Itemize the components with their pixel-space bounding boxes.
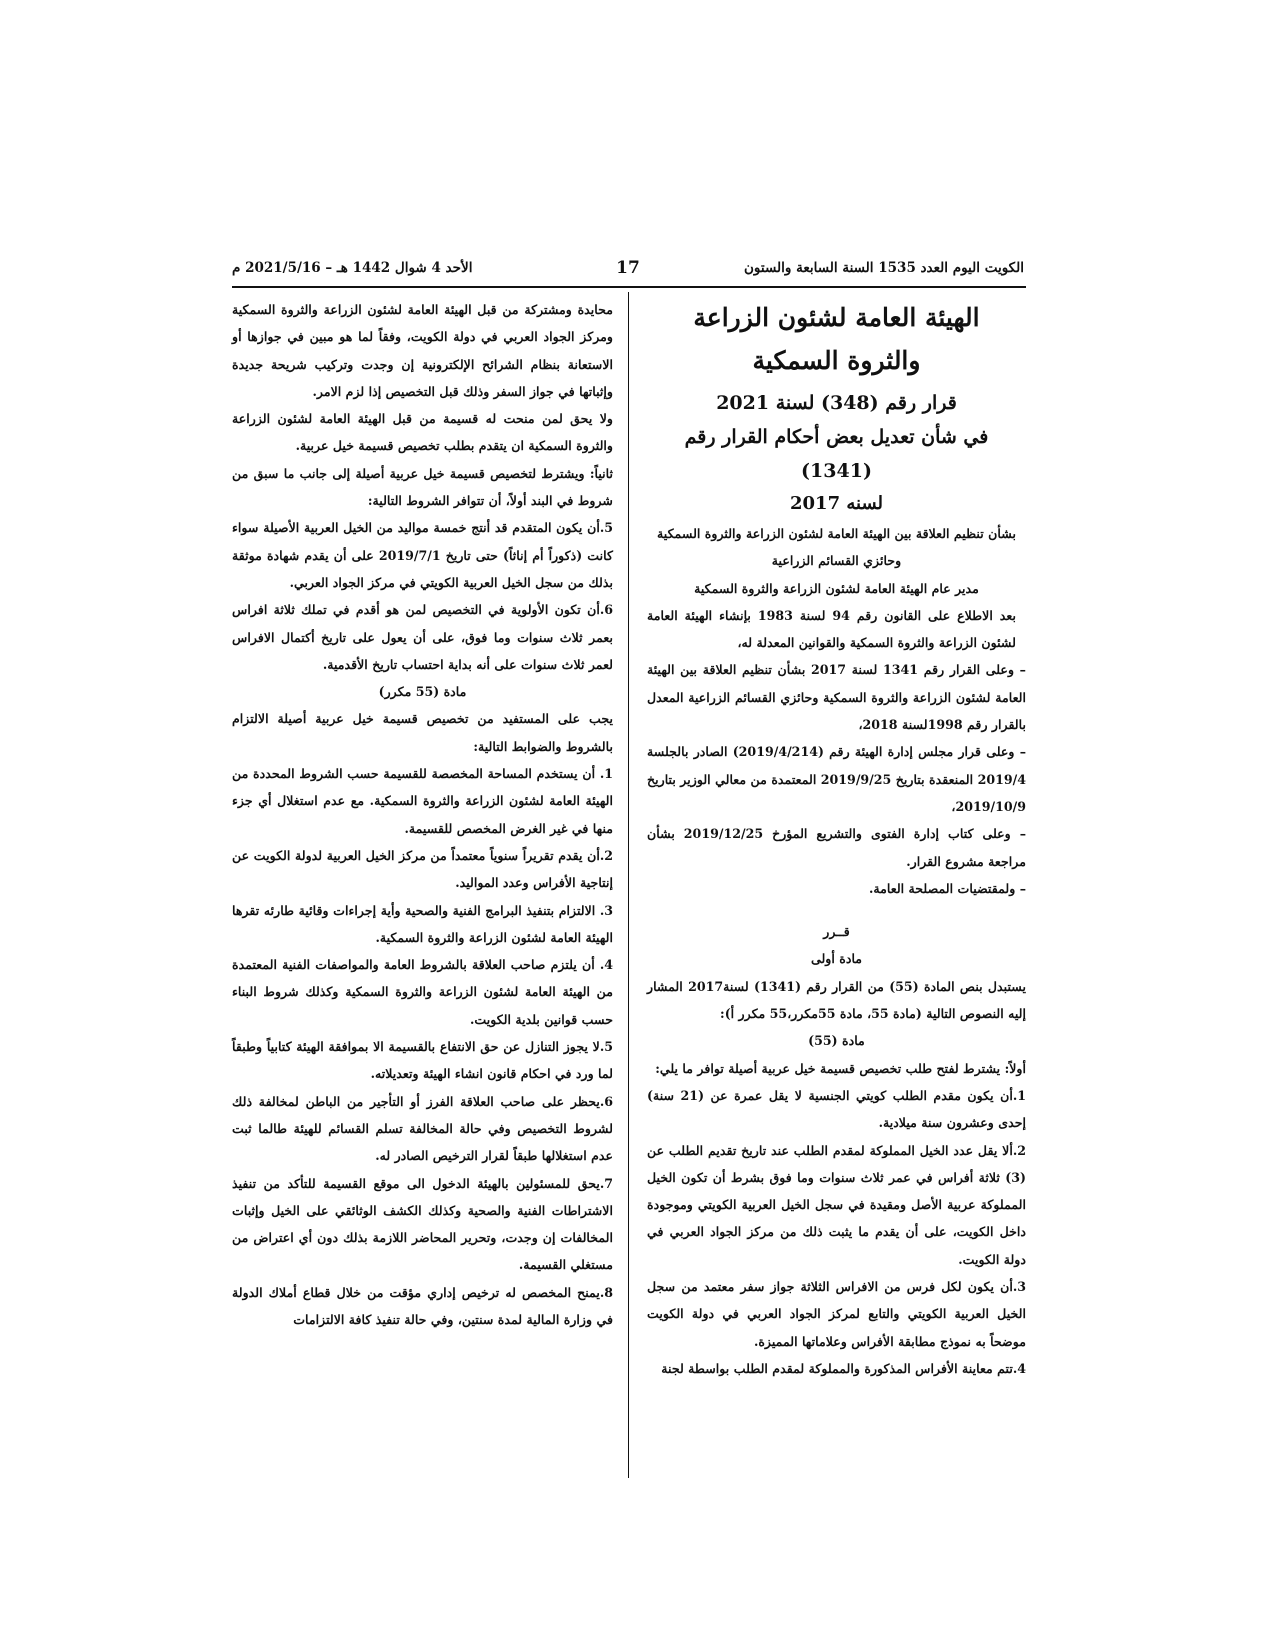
concerning-line2: وحائزي القسائم الزراعية (771, 553, 902, 569)
issuer: مدير عام الهيئة العامة لشئون الزراعة والثروة السمكية (694, 580, 979, 596)
obligation-item: 5.لا يجوز التنازل عن حق الانتفاع بالقسيمة الا بموافقة الهيئة كتابياً وطبقاً لما ورد في احكام قانون انشاء الهيئة وتعديلاته. (232, 1039, 613, 1082)
obligation-item: 3. الالتزام بتنفيذ البرامج الفنية والصحية وأية إجراءات وقائية طارئه تقرها الهيئة العامة لشئون الزراعة والثروة السمكية. (232, 902, 613, 945)
obligation-item: 6.يحظر على صاحب العلاقة الفرز أو التأجير من الباطن لمخالفة ذلك لشروط التخصيص وفي حالة المخالفة تسلم القسائم للهيئة طالما ثبت عدم استغلالها طبقاً لقرار الترخيص الصادر له. (232, 1093, 613, 1164)
article-55-heading: مادة (55) (808, 1033, 865, 1049)
first-conditions-intro: أولاً: يشترط لفتح طلب تخصيص قسيمة خيل عربية أصيلة توافر ما يلي: (655, 1060, 1026, 1076)
preamble-fatwa-letter: – وعلى كتاب إدارة الفتوى والتشريع المؤرخ 2019/12/25 بشأن مراجعة مشروع القرار. (647, 826, 1026, 869)
concerning-line1: بشأن تنظيم العلاقة بين الهيئة العامة لشئون الزراعة والثروة السمكية (657, 526, 1016, 541)
condition-item: 5.أن يكون المتقدم قد أنتج خمسة مواليد من الخيل العربية الأصيلة سواء كانت (ذكوراً أم إناثاً) حتى تاريخ 2019/7/1 على أن يقدم شهادة موثقة بذلك من سجل الخيل العربية الكويتي في مركز الجواد العربي. (232, 520, 613, 590)
preamble-board-decision: – وعلى قرار مجلس إدارة الهيئة رقم (2019/4/214) الصادر بالجلسة 2019/4 المنعقدة بتاريخ 2019/9/25 المعتمدة من معالي الوزير بتاريخ 2019/10/9، (647, 744, 1026, 814)
obligation-item: 7.يحق للمسئولين بالهيئة الدخول الى موقع القسيمة للتأكد من تنفيذ الاشتراطات الفنية والصحية وكذلك الكشف الوثائقي على الخيل وإثبات المخالفات إن وجدت، وتحرير المحاضر اللازمة بذلك دون أي اعتراض من مستغلي القسيمة. (232, 1175, 613, 1273)
condition-continuation: محايدة ومشتركة من قبل الهيئة العامة لشئون الزراعة والثروة السمكية ومركز الجواد العربي في دولة الكويت، وفقاً لما هو مبين في جوازها أو الاستعانة بنظام الشرائح الإلكترونية إن وجدت وتركيب شريحة جديدة وإثباتها في جواز السفر وذلك قبل التخصيص إذا لزم الامر. (232, 302, 613, 399)
second-conditions-intro: ثانياً: ويشترط لتخصيص قسيمة خيل عربية أصيلة إلى جانب ما سبق من شروط في البند أولاً، أن تتوافر الشروط التالية: (232, 465, 613, 509)
preamble-decision-1341: – وعلى القرار رقم 1341 لسنة 2017 بشأن تنظيم العلاقة بين الهيئة العامة لشئون الزراعة والثروة السمكية وحائزي القسائم الزراعية المعدل بالقرار رقم 1998لسنة 2018، (647, 662, 1026, 733)
obligation-item: 2.أن يقدم تقريراً سنوياً معتمداً من مركز الخيل العربية لدولة الكويت عن إنتاجية الأفراس وعدد المواليد. (232, 847, 613, 891)
article-55bis-heading: مادة (55 مكرر) (378, 684, 467, 700)
decision-subject-line1: في شأن تعديل بعض أحكام القرار رقم (1341) (684, 426, 989, 482)
obligations-intro: يجب على المستفيد من تخصيص قسيمة خيل عربية أصيلة الالتزام بالشروط والضوابط التالية: (232, 711, 613, 754)
header-rule (232, 286, 1026, 288)
condition-item: 2.ألا يقل عدد الخيل المملوكة لمقدم الطلب عند تاريخ تقديم الطلب عن (3) ثلاثة أفراس في عمر ثلاث سنوات وما فوق بشرط أن تكون الخيل المملوكة عربية الأصل ومقيدة في سجل الخيل العربية الكويتي وموجودة داخل الكويت، على أن يقدم ما يثبت ذلك من مركز الجواد العربي في دولة الكويت. (647, 1142, 1026, 1267)
issue-date: الأحد 4 شوال 1442 هـ – 2021/5/16 م (232, 260, 473, 276)
obligation-item: 8.يمنح المخصص له ترخيص إداري مؤقت من خلال قطاع أملاك الدولة في وزارة المالية لمدة سنتين، وفي حالة تنفيذ كافة الالتزامات (232, 1284, 613, 1327)
prior-plot-restriction: ولا يحق لمن منحت له قسيمة من قبل الهيئة العامة لشئون الزراعة والثروة السمكية ان يتقدم بطلب تخصيص قسيمة خيل عربية. (232, 411, 613, 454)
obligation-item: 4. أن يلتزم صاحب العلاقة بالشروط العامة والمواصفات الفنية المعتمدة من الهيئة العامة لشئون الزراعة والثروة السمكية وكذلك شروط البناء حسب قوانين بلدية الكويت. (232, 957, 613, 1027)
preamble-law: بعد الاطلاع على القانون رقم 94 لسنة 1983 بإنشاء الهيئة العامة لشئون الزراعة والثروة السمكية والقوانين المعدلة له، (647, 607, 1016, 651)
decision-subject-line2: لسنه 2017 (790, 493, 883, 514)
condition-item: 4.تتم معاينة الأفراس المذكورة والمملوكة لمقدم الطلب بواسطة لجنة (661, 1360, 1026, 1376)
decided-heading: قــرر (823, 924, 850, 940)
authority-title-line2: والثروة السمكية (752, 346, 921, 375)
preamble-public-interest: – ولمقتضيات المصلحة العامة. (869, 880, 1026, 896)
condition-item: 1.أن يكون مقدم الطلب كويتي الجنسية لا يقل عمرة عن (21 سنة) إحدى وعشرون سنة ميلادية. (647, 1087, 1026, 1131)
condition-item: 3.أن يكون لكل فرس من الافراس الثلاثة جواز سفر معتمد من سجل الخيل العربية الكويتي والتابع لمركز الجواد العربي في دولة الكويت موضحاً به نموذج مطابقة الأفراس وعلاماتها المميزة. (647, 1279, 1026, 1349)
gazette-issue-info: الكويت اليوم العدد 1535 السنة السابعة والستون (744, 260, 1024, 276)
page-header (232, 258, 1024, 282)
article-first-text: يستبدل بنص المادة (55) من القرار رقم (1341) لسنة2017 المشار إليه النصوص التالية (مادة 55، مادة 55مكرر،55 مكرر أ): (647, 978, 1027, 1022)
column-divider (628, 292, 629, 1478)
obligation-item: 1. أن يستخدم المساحة المخصصة للقسيمة حسب الشروط المحددة من الهيئة العامة لشئون الزراعة والثروة السمكية. مع عدم استغلال أي جزء منها في غير الغرض المخصص للقسيمة. (232, 766, 613, 836)
decision-number: قرار رقم (348) لسنة 2021 (716, 392, 957, 414)
authority-title-line1: الهيئة العامة لشئون الزراعة (693, 303, 980, 332)
left-column (232, 296, 613, 1333)
right-column (647, 296, 1026, 1382)
article-first-heading: مادة أولى (810, 951, 863, 967)
condition-item: 6.أن تكون الأولوية في التخصيص لمن هو أقدم في تملك ثلاثة افراس بعمر ثلاث سنوات وما فوق، على أن يعول على تاريخ أكتمال الافراس لعمر ثلاث سنوات على أنه بداية احتساب تاريخ الأقدمية. (232, 602, 613, 672)
page-number: 17 (616, 258, 640, 278)
